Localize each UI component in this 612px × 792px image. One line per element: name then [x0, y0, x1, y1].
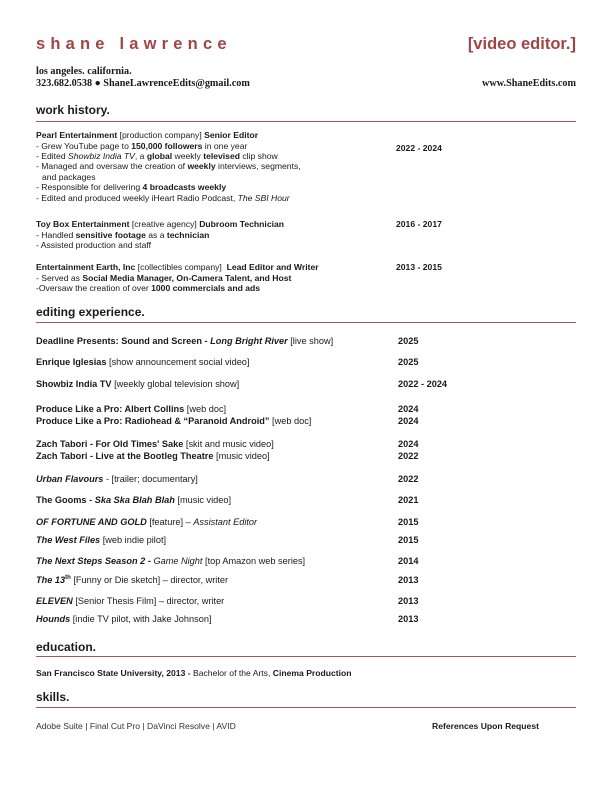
credit-item: Produce Like a Pro: Albert Collins [web doc]	[36, 404, 227, 414]
credit-year: 2024	[398, 439, 419, 449]
credit-year: 2014	[398, 556, 419, 566]
company-type: [creative agency]	[131, 219, 197, 229]
credit-year: 2022 - 2024	[398, 379, 448, 389]
credit-item: The Gooms - Ska Ska Blah Blah [music video]	[36, 495, 232, 505]
job-heading	[36, 262, 319, 272]
job-bullet: - Served as Social Media Manager, On-Camera Talent, and Host	[36, 273, 292, 283]
credit-year: 2025	[398, 336, 419, 346]
job-years: 2013 - 2015	[396, 262, 442, 272]
credit-item: ELEVEN [Senior Thesis Film] – director, writer	[36, 596, 225, 606]
credit-year: 2013	[398, 575, 419, 585]
job-years: 2016 - 2017	[396, 219, 442, 229]
section-divider	[36, 656, 576, 657]
credit-year: 2015	[398, 517, 419, 527]
job-bullet: - Edited and produced weekly iHeart Radio Podcast, The SBI Hour	[36, 193, 290, 203]
credit-item: Showbiz India TV [weekly global television show]	[36, 379, 240, 389]
section-divider	[36, 322, 576, 323]
job-heading	[36, 219, 284, 229]
credit-item: Produce Like a Pro: Radiohead & “Paranoid Android” [web doc]	[36, 416, 312, 426]
credit-year: 2013	[398, 614, 419, 624]
section-heading-education: education.	[36, 640, 97, 654]
contact-info: 323.682.0538 ● ShaneLawrenceEdits@gmail.com	[36, 78, 250, 89]
credit-item: Urban Flavours - [trailer; documentary]	[36, 474, 198, 484]
credit-year: 2021	[398, 495, 419, 505]
credit-item: Enrique Iglesias [show announcement social video]	[36, 357, 250, 367]
job-role: Dubroom Technician	[199, 219, 285, 229]
job-role: Senior Editor	[204, 130, 259, 140]
credit-item: The Next Steps Season 2 - Game Night [top Amazon web series]	[36, 556, 306, 566]
credit-item: Zach Tabori - Live at the Bootleg Theatre [music video]	[36, 451, 270, 461]
education-entry: San Francisco State University, 2013 - Bachelor of the Arts, Cinema Production	[36, 668, 352, 678]
company-name: Toy Box Entertainment	[36, 219, 130, 229]
credit-item: Deadline Presents: Sound and Screen - Long Bright River [live show]	[36, 336, 334, 346]
company-name: Entertainment Earth, Inc	[36, 262, 136, 272]
job-years: 2022 - 2024	[396, 143, 442, 153]
job-bullet: - Grew YouTube page to 150,000 followers in one year	[36, 141, 248, 151]
job-bullet: -Oversaw the creation of over 1000 commercials and ads	[36, 283, 261, 293]
credit-year: 2013	[398, 596, 419, 606]
company-name: Pearl Entertainment	[36, 130, 118, 140]
location: los angeles. california.	[36, 66, 132, 77]
credit-year: 2024	[398, 416, 419, 426]
job-bullet: - Responsible for delivering 4 broadcasts weekly	[36, 182, 227, 192]
skills-list: Adobe Suite | Final Cut Pro | DaVinci Resolve | AVID	[36, 721, 236, 731]
job-bullet-continued: and packages	[42, 172, 96, 182]
job-bullet: - Handled sensitive footage as a technician	[36, 230, 210, 240]
company-type: [collectibles company]	[137, 262, 222, 272]
references-note: References Upon Request	[432, 721, 539, 731]
credit-year: 2025	[398, 357, 419, 367]
job-bullet: - Edited Showbiz India TV, a global weekly televised clip show	[36, 151, 278, 161]
credit-year: 2024	[398, 404, 419, 414]
credit-item: Zach Tabori - For Old Times' Sake [skit and music video]	[36, 439, 274, 449]
section-heading-work-history: work history.	[36, 103, 110, 117]
section-heading-skills: skills.	[36, 690, 70, 704]
credit-year: 2015	[398, 535, 419, 545]
credit-year: 2022	[398, 474, 419, 484]
job-title: [video editor.]	[467, 35, 576, 53]
credit-item: The West Files [web indie pilot]	[36, 535, 167, 545]
website-link[interactable]: www.ShaneEdits.com	[482, 78, 576, 89]
credit-year: 2022	[398, 451, 419, 461]
job-heading	[36, 130, 258, 140]
credit-item: Hounds [indie TV pilot, with Jake Johnson]	[36, 614, 212, 624]
section-divider	[36, 707, 576, 708]
section-divider	[36, 121, 576, 122]
credit-item: The 13th [Funny or Die sketch] – director, writer	[36, 575, 229, 586]
company-type: [production company]	[119, 130, 202, 140]
section-heading-editing-experience: editing experience.	[36, 305, 145, 319]
job-bullet: - Assisted production and staff	[36, 240, 151, 250]
job-bullet: - Managed and oversaw the creation of weekly interviews, segments,	[36, 161, 301, 171]
job-role: Lead Editor and Writer	[226, 262, 319, 272]
credit-item: OF FORTUNE AND GOLD [feature] – Assistant Editor	[36, 517, 258, 527]
candidate-name: shane lawrence	[36, 35, 232, 53]
